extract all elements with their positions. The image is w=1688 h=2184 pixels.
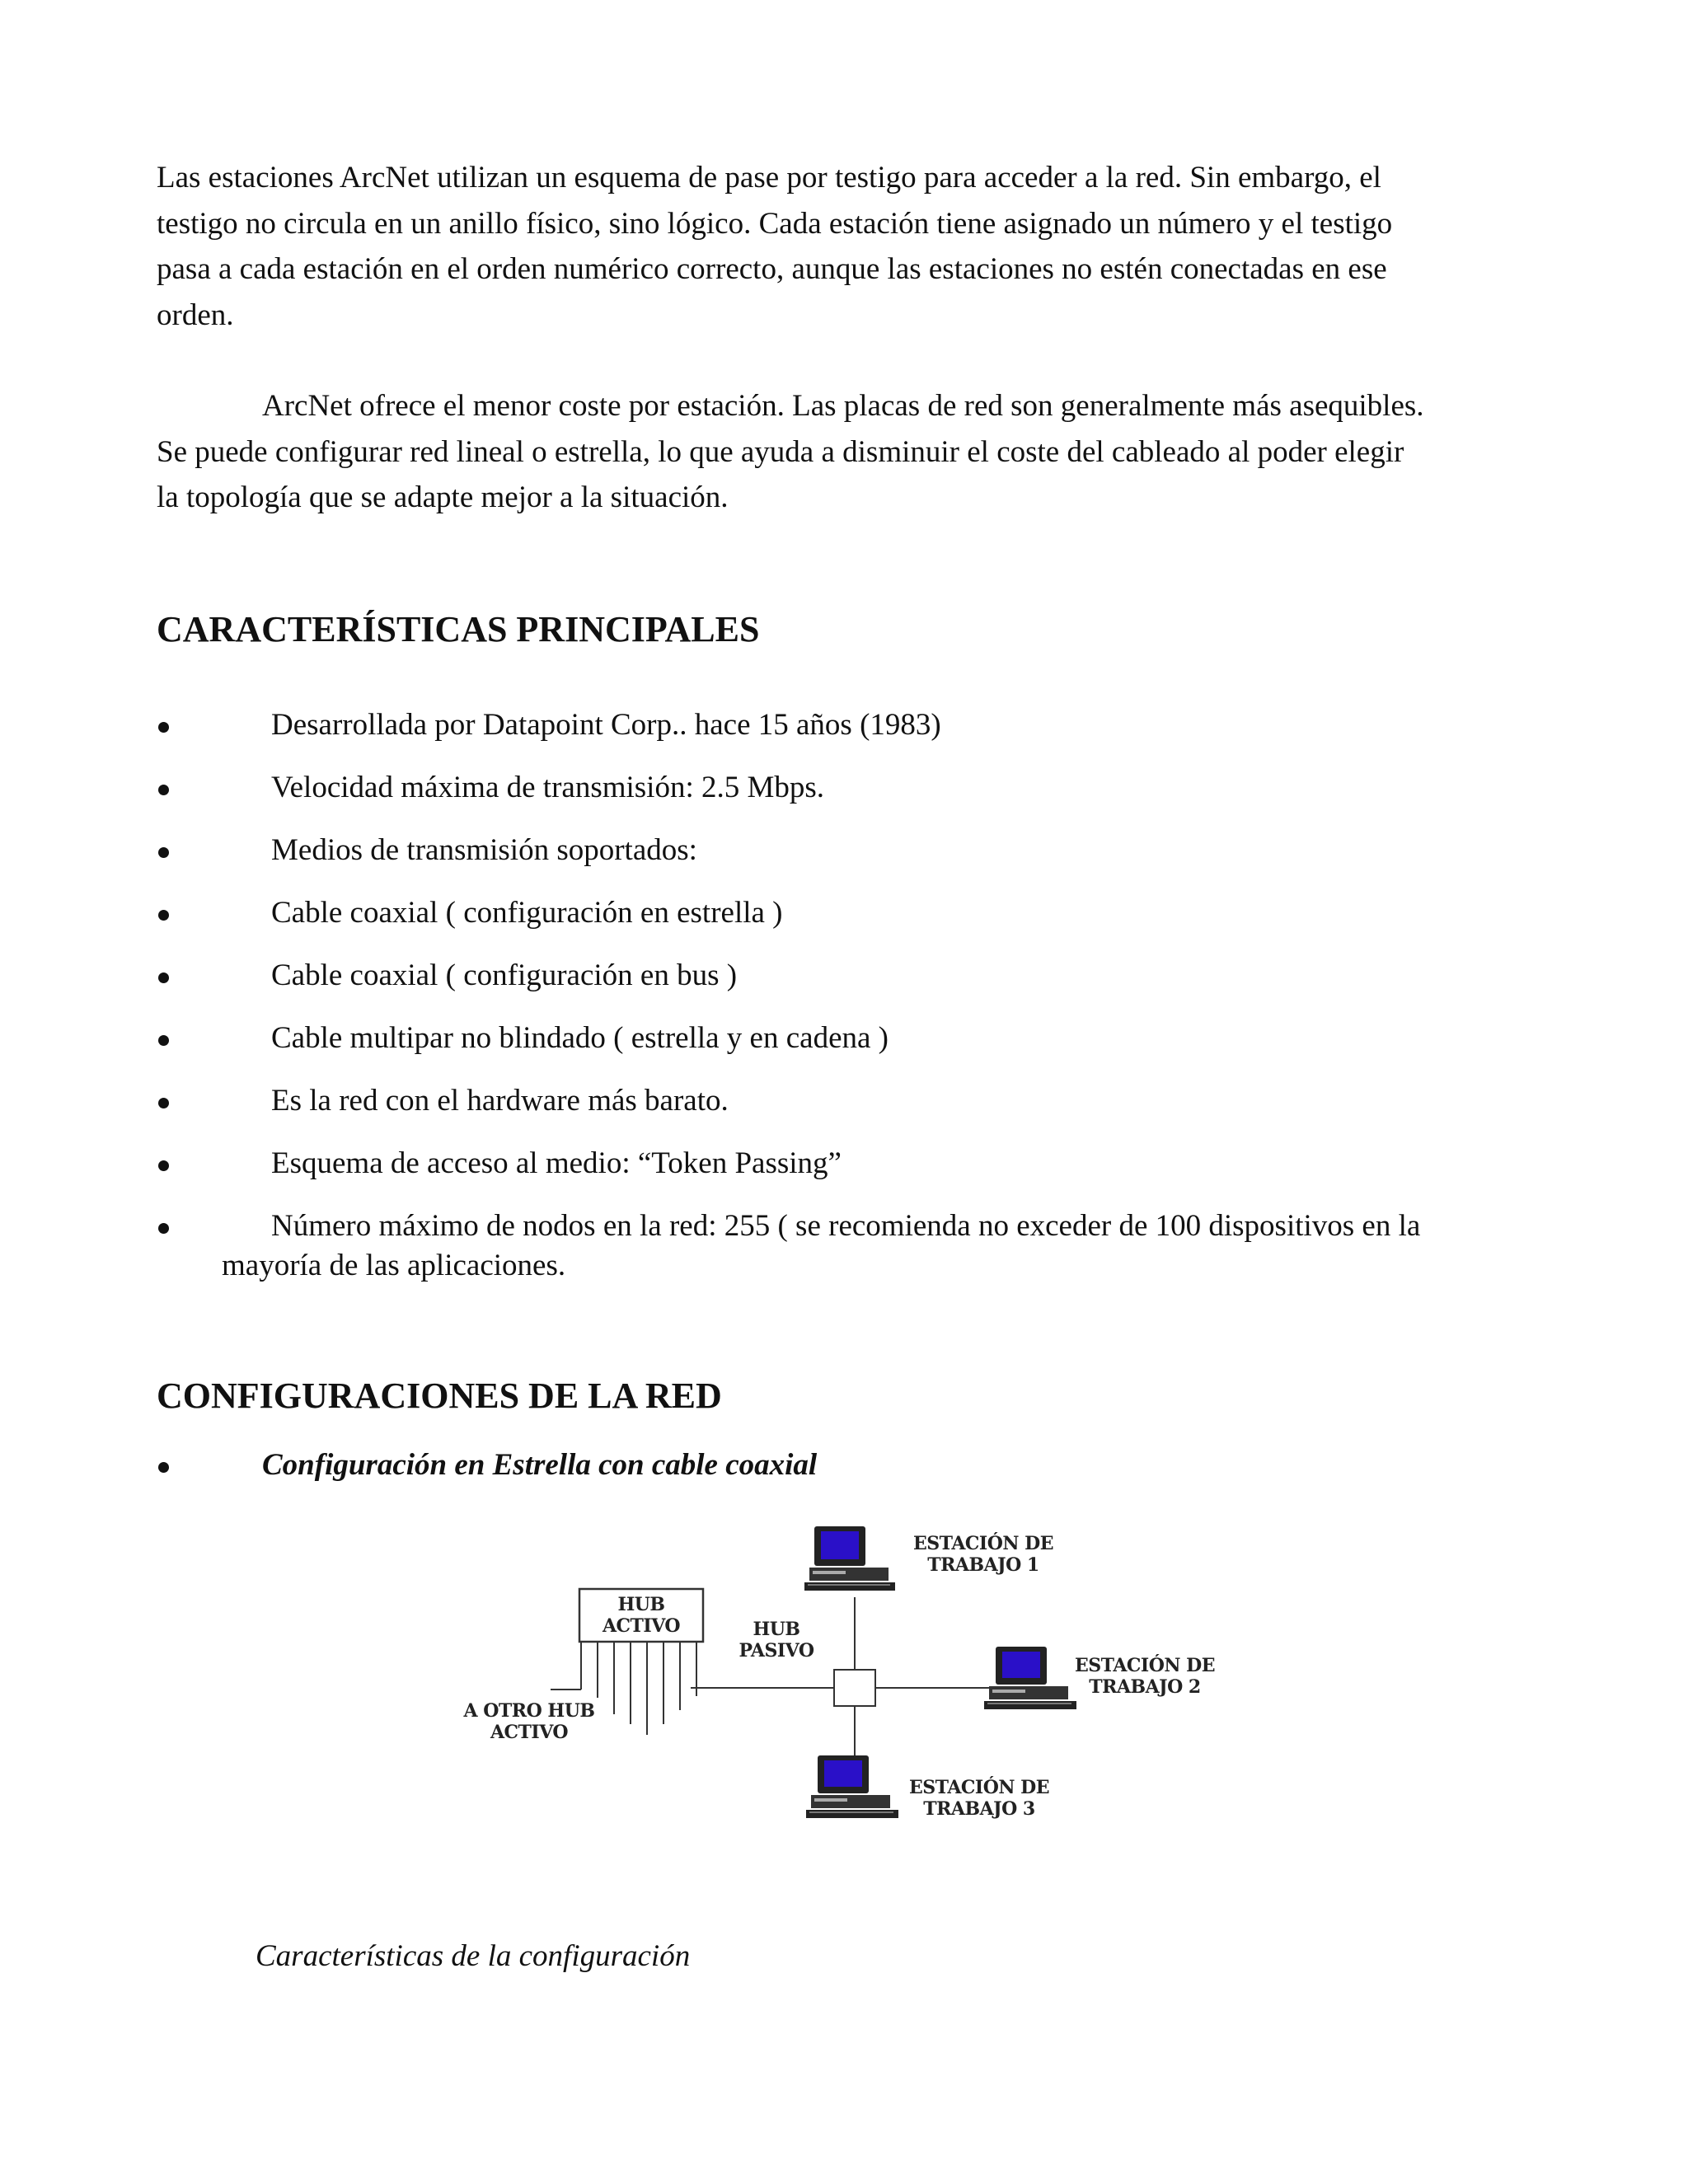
list-item-text: Velocidad máxima de transmisión: 2.5 Mbps. (271, 771, 825, 804)
bullet-icon (158, 722, 169, 733)
list-item (157, 955, 1541, 1018)
bullet-icon (158, 1160, 169, 1171)
list-item-text: Desarrollada por Datapoint Corp.. hace 15 años (1983) (271, 708, 941, 742)
features-list (157, 705, 1541, 1288)
config-item-text: Configuración en Estrella con cable coaxial (262, 1448, 818, 1482)
bullet-icon (158, 847, 169, 858)
list-item (157, 767, 1541, 830)
paragraph-line: Se puede configurar red lineal o estrella, lo que ayuda a disminuir el coste del cableado al poder elegir (157, 434, 1404, 469)
list-item (157, 1143, 1541, 1206)
workstation-2-label: TRABAJO 2 (1089, 1676, 1201, 1698)
bullet-icon (158, 972, 169, 983)
passive-hub-label: HUB (753, 1619, 800, 1640)
list-item (157, 1080, 1541, 1143)
list-item-text: Cable coaxial ( configuración en estrella ) (271, 896, 783, 930)
list-item (157, 1018, 1541, 1080)
configuration-caption: Características de la configuración (256, 1939, 691, 1973)
list-item (157, 705, 1541, 767)
bullet-icon (158, 1462, 169, 1473)
list-item-text: Medios de transmisión soportados: (271, 833, 697, 867)
list-item (157, 830, 1541, 893)
paragraph-line: ArcNet ofrece el menor coste por estación. Las placas de red son generalmente más asequibles. (262, 389, 1424, 423)
bullet-icon (158, 1035, 169, 1046)
workstation-3-label: TRABAJO 3 (923, 1798, 1035, 1820)
paragraph-line: orden. (157, 298, 234, 332)
passive-hub-label: PASIVO (738, 1640, 814, 1661)
workstation-1-label: ESTACIÓN DE (913, 1533, 1053, 1554)
other-hub-label: ACTIVO (490, 1722, 569, 1743)
star-network-diagram (462, 1508, 1220, 1838)
intro-paragraph (157, 155, 1533, 338)
passive-hub (834, 1670, 875, 1706)
workstation-1-label: TRABAJO 1 (927, 1554, 1039, 1576)
list-item (157, 893, 1541, 955)
section-heading-caracteristicas: CARACTERÍSTICAS PRINCIPALES (157, 609, 760, 649)
bullet-icon (158, 1098, 169, 1108)
workstation-2-icon (984, 1647, 1076, 1709)
paragraph-line: la topología que se adapte mejor a la situación. (157, 480, 729, 514)
workstation-2-label: ESTACIÓN DE (1075, 1655, 1215, 1676)
paragraph-line: pasa a cada estación en el orden numérico correcto, aunque las estaciones no estén conectadas en ese (157, 252, 1387, 286)
workstation-3-icon (806, 1755, 898, 1818)
workstation-3-label: ESTACIÓN DE (909, 1777, 1049, 1798)
list-item-text: Es la red con el hardware más barato. (271, 1084, 729, 1118)
active-hub-label: ACTIVO (602, 1615, 681, 1637)
list-item-text: Esquema de acceso al medio: “Token Passing” (271, 1146, 842, 1180)
paragraph-line: testigo no circula en un anillo físico, sino lógico. Cada estación tiene asignado un número y el testigo (157, 206, 1393, 241)
bullet-icon (158, 910, 169, 921)
bullet-icon (158, 1223, 169, 1234)
list-item-text: Cable coaxial ( configuración en bus ) (271, 958, 738, 992)
list-item-text: Número máximo de nodos en la red: 255 ( se recomienda no exceder de 100 dispositivos en la (271, 1209, 1421, 1243)
other-hub-label: A OTRO HUB (463, 1700, 595, 1722)
cost-paragraph (157, 383, 1533, 521)
workstation-1-icon (804, 1526, 895, 1591)
bullet-icon (158, 785, 169, 795)
active-hub-label: HUB (617, 1594, 665, 1615)
section-heading-configuraciones: CONFIGURACIONES DE LA RED (157, 1376, 722, 1416)
paragraph-line: Las estaciones ArcNet utilizan un esquema de pase por testigo para acceder a la red. Sin embargo, el (157, 161, 1381, 194)
list-item (157, 1206, 1541, 1288)
list-item-text: Cable multipar no blindado ( estrella y en cadena ) (271, 1021, 889, 1055)
list-item-text-continuation: mayoría de las aplicaciones. (222, 1249, 566, 1282)
